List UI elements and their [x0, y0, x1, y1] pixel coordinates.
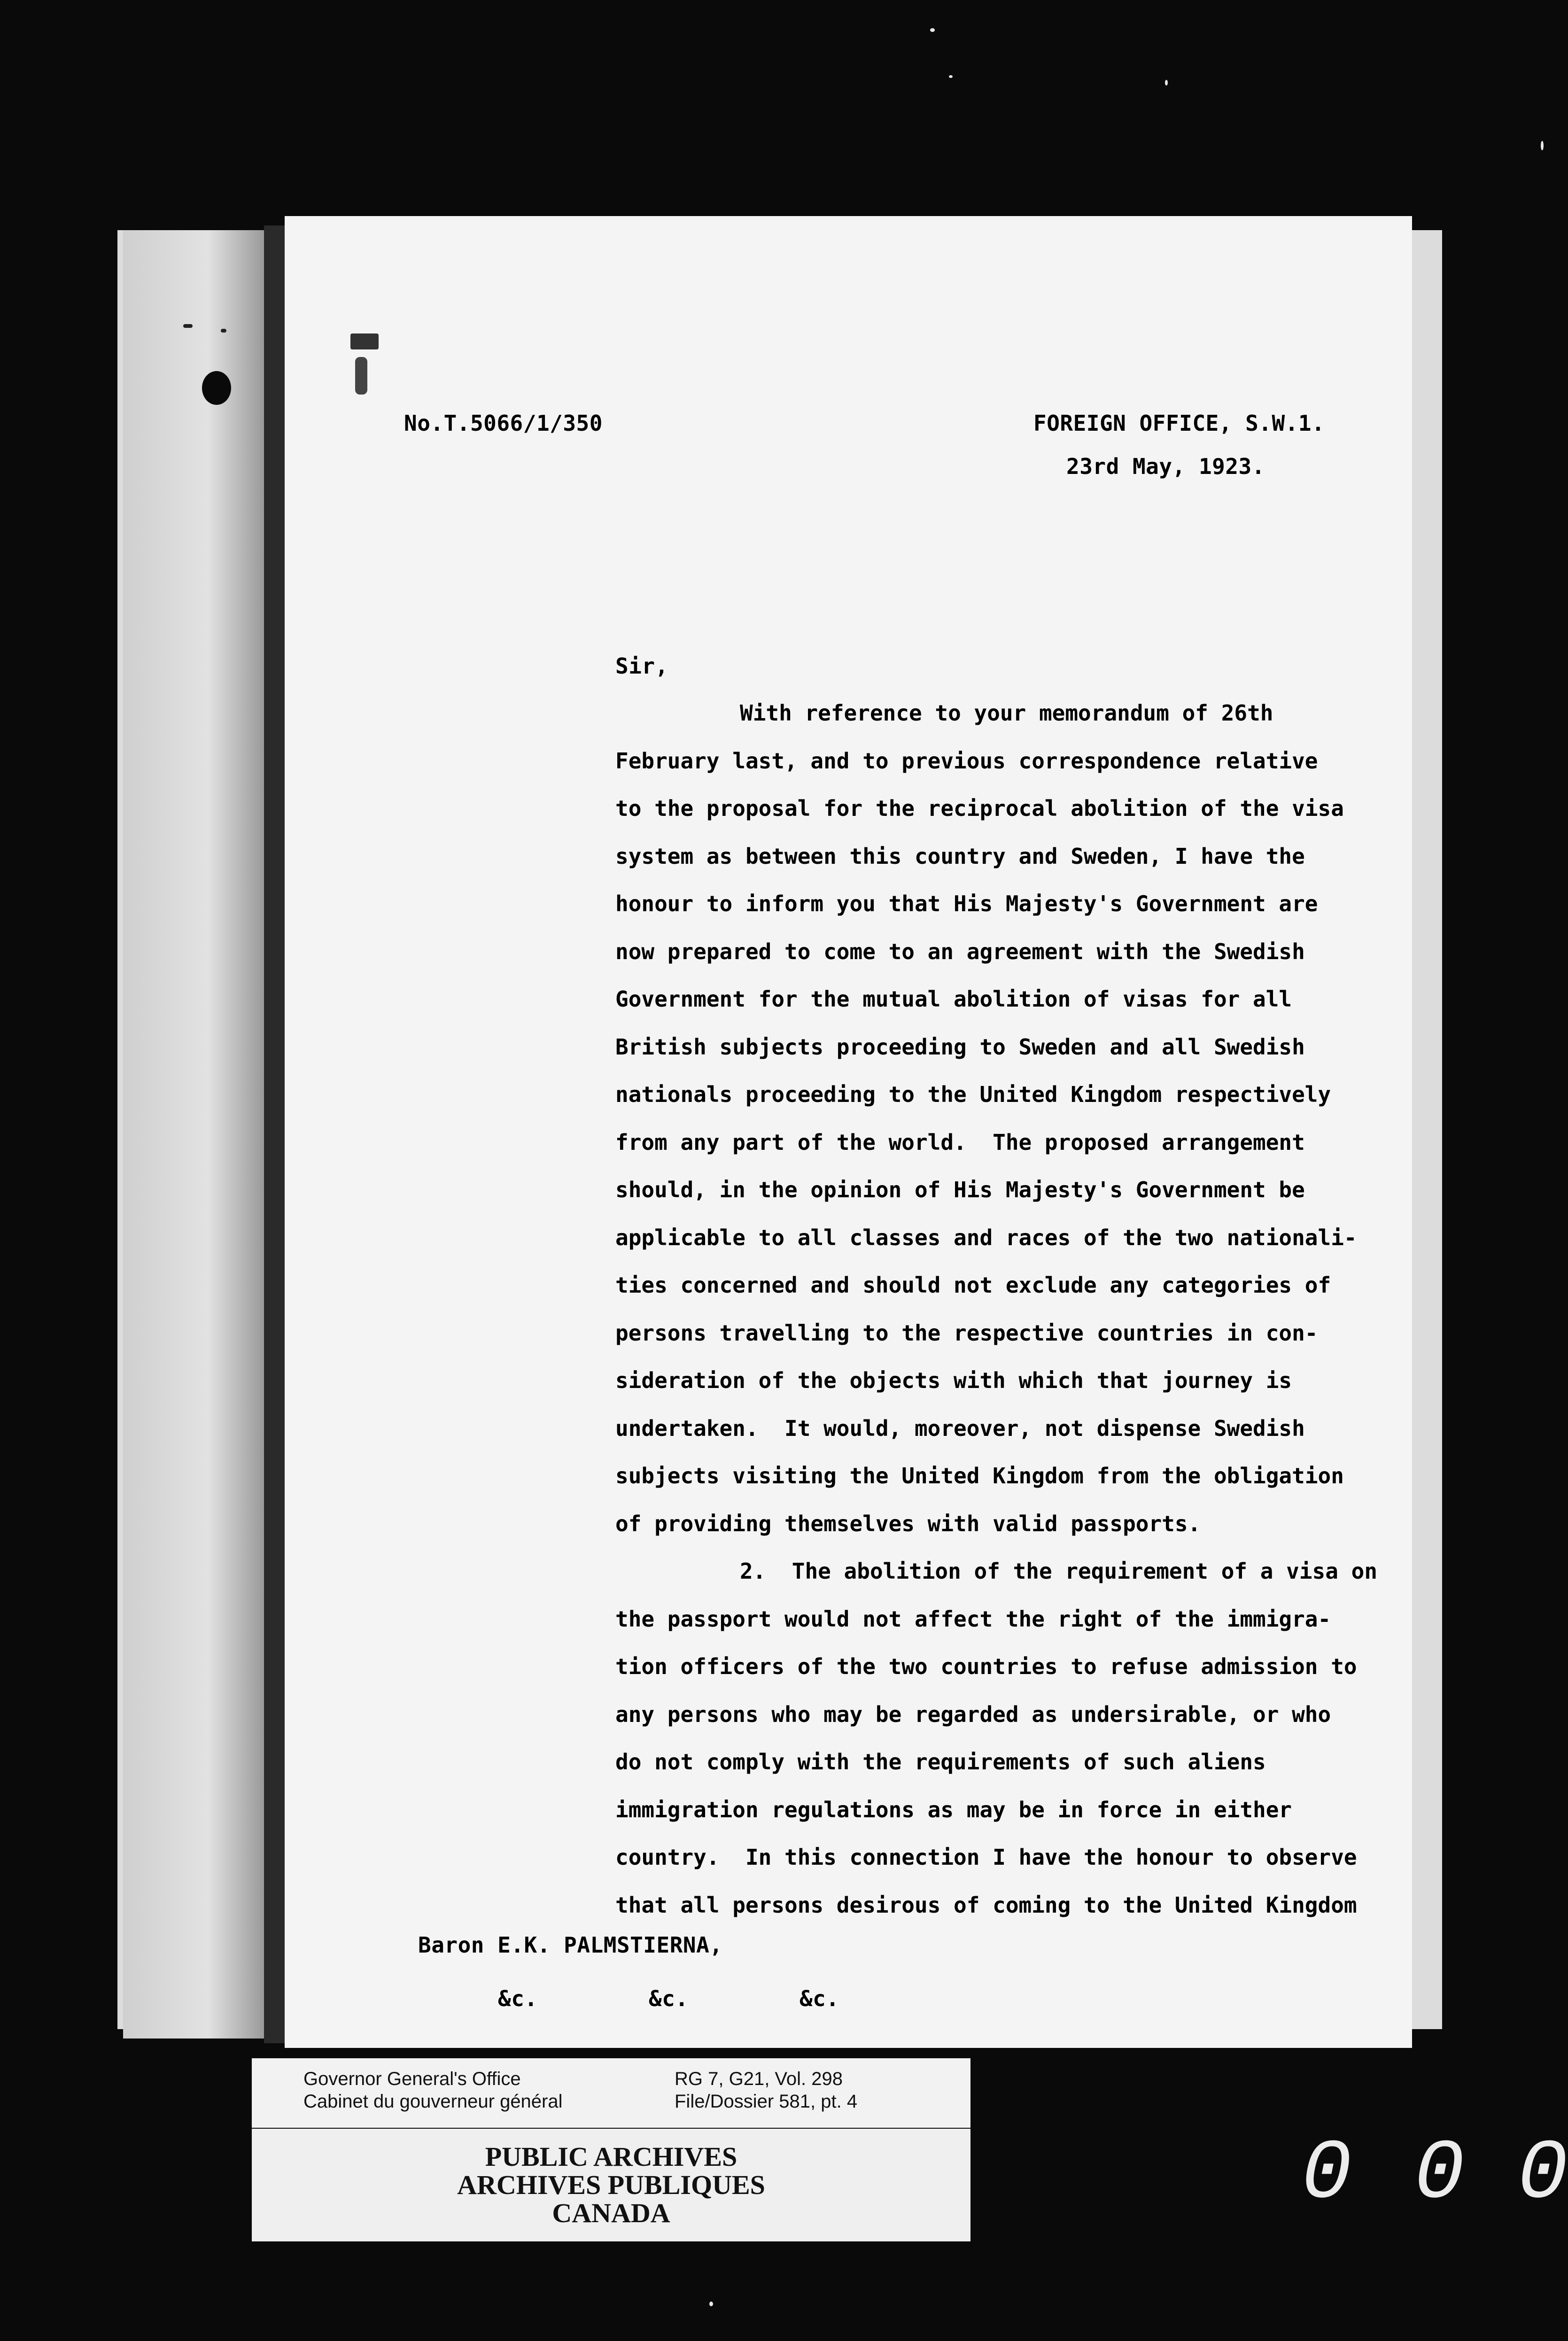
stamp-line: ARCHIVES PUBLIQUES: [457, 2170, 765, 2200]
page-spine: [264, 225, 286, 2043]
file-number: File/Dossier 581, pt. 4: [675, 2091, 858, 2112]
body-line: system as between this country and Sweden, I have the: [615, 843, 1305, 869]
body-line: undertaken. It would, moreover, not dispense Swedish: [615, 1415, 1305, 1441]
body-line: should, in the opinion of His Majesty's Government be: [615, 1177, 1305, 1202]
body-line: Government for the mutual abolition of visas for all: [615, 986, 1292, 1012]
film-speck: [709, 2302, 713, 2306]
frame-counter-digit: 0: [1301, 2127, 1352, 2223]
body-line: to the proposal for the reciprocal abolition of the visa: [615, 796, 1344, 821]
body-line: 2. The abolition of the requirement of a visa on: [740, 1558, 1378, 1584]
record-group: RG 7, G21, Vol. 298: [675, 2069, 843, 2089]
margin-mark: [183, 324, 193, 328]
office-heading: FOREIGN OFFICE, S.W.1.: [1033, 411, 1325, 436]
office-english: Governor General's Office: [303, 2069, 521, 2089]
reference-number: No.T.5066/1/350: [404, 411, 603, 436]
body-line: country. In this connection I have the honour to observe: [615, 1845, 1357, 1870]
body-line: now prepared to come to an agreement with the Swedish: [615, 938, 1305, 964]
frame-counter-digit: 0: [1414, 2127, 1465, 2223]
body-line: ties concerned and should not exclude any categories of: [615, 1272, 1331, 1298]
body-line: persons travelling to the respective countries in con-: [615, 1320, 1318, 1346]
addressee: Baron E.K. PALMSTIERNA,: [418, 1932, 723, 1958]
body-line: the passport would not affect the right of the immigra-: [615, 1606, 1331, 1632]
body-line: honour to inform you that His Majesty's Government are: [615, 891, 1318, 916]
body-line: tion officers of the two countries to refuse admission to: [615, 1654, 1357, 1679]
body-line: subjects visiting the United Kingdom from the obligation: [615, 1463, 1344, 1488]
margin-mark: [221, 329, 226, 333]
page-mark: [355, 357, 367, 395]
body-line: February last, and to previous correspondence relative: [615, 748, 1318, 774]
office-french: Cabinet du gouverneur général: [303, 2091, 563, 2112]
etcetera-line: &c. &c. &c.: [498, 1986, 839, 2011]
film-speck: [930, 28, 935, 32]
stamp-line: PUBLIC ARCHIVES: [485, 2141, 737, 2172]
page-mark: [350, 333, 379, 349]
archives-stamp: [252, 2129, 970, 2241]
archive-label: [252, 2058, 970, 2128]
film-speck: [949, 75, 953, 78]
body-line: any persons who may be regarded as undersirable, or who: [615, 1701, 1331, 1727]
body-line: With reference to your memorandum of 26th: [740, 700, 1273, 726]
body-line: immigration regulations as may be in force in either: [615, 1797, 1292, 1822]
body-line: of providing themselves with valid passports.: [615, 1511, 1201, 1536]
body-line: from any part of the world. The proposed arrangement: [615, 1129, 1305, 1155]
film-speck: [1541, 141, 1544, 150]
punch-hole: [202, 371, 231, 405]
salutation: Sir,: [615, 653, 668, 679]
letter-body: [615, 690, 1423, 1929]
body-line: do not comply with the requirements of such aliens: [615, 1749, 1266, 1775]
body-line: applicable to all classes and races of the two nationali-: [615, 1225, 1357, 1250]
frame-counter-digit: 0: [1517, 2127, 1568, 2223]
body-line: sideration of the objects with which that journey is: [615, 1368, 1292, 1393]
body-line: British subjects proceeding to Sweden and all Swedish: [615, 1034, 1305, 1060]
film-speck: [1165, 80, 1168, 85]
left-margin-strip: [123, 230, 264, 2039]
body-line: nationals proceeding to the United Kingdom respectively: [615, 1082, 1331, 1107]
stamp-line: CANADA: [552, 2198, 670, 2228]
letter-date: 23rd May, 1923.: [1066, 454, 1265, 479]
body-line: that all persons desirous of coming to the United Kingdom: [615, 1892, 1357, 1918]
